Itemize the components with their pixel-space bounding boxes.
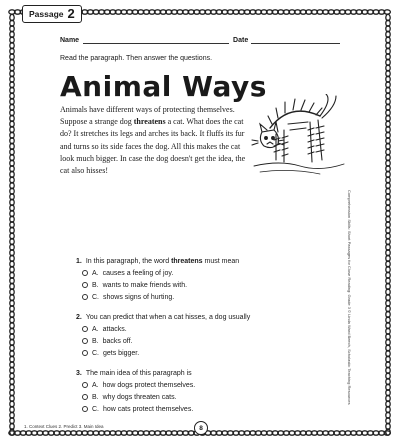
option-text: wants to make friends with. (102, 281, 188, 289)
date-label: Date (233, 37, 249, 44)
instructions: Read the paragraph. Then answer the questions. (60, 55, 213, 62)
radio-circle-icon[interactable] (82, 394, 88, 400)
radio-circle-icon[interactable] (82, 350, 88, 356)
answer-option-2a[interactable] (82, 325, 250, 333)
name-label: Name (60, 37, 80, 44)
question-number: 2. (76, 314, 82, 321)
question-number: 3. (76, 370, 82, 377)
option-text: causes a feeling of joy. (102, 269, 174, 277)
question-text: You can predict that when a cat hisses, a dog usually (85, 314, 251, 321)
question-2 (76, 314, 250, 361)
passage-number: 2 (67, 6, 75, 21)
answer-option-3c[interactable] (82, 405, 195, 413)
option-letter: C. (92, 405, 99, 413)
answer-option-1a[interactable] (82, 269, 239, 277)
option-letter: A. (92, 381, 99, 389)
option-text: gets bigger. (103, 349, 140, 357)
question-bold-word: threatens (171, 258, 203, 265)
skills-footer: 1. Context Clues 2. Predict 3. Main Idea (24, 424, 104, 429)
option-text: shows signs of hurting. (103, 293, 175, 301)
question-number: 1. (76, 258, 82, 265)
radio-circle-icon[interactable] (82, 282, 88, 288)
question-text-before: In this paragraph, the word (85, 258, 172, 265)
paragraph-bold-word: threatens (133, 117, 166, 127)
date-field[interactable] (251, 36, 340, 44)
question-text (86, 258, 239, 265)
option-letter: B. (92, 281, 99, 289)
option-letter: B. (92, 337, 99, 345)
answer-option-1b[interactable] (82, 281, 239, 289)
radio-circle-icon[interactable] (82, 294, 88, 300)
cat-illustration (250, 94, 348, 184)
option-text: backs off. (102, 337, 133, 345)
question-3 (76, 370, 195, 417)
answer-option-2b[interactable] (82, 337, 250, 345)
option-text: attacks. (102, 325, 127, 333)
side-credit: Comprehension Skills: Short Passages for Close Reading: Grade 3 © Linda Ward Beech, Scholastic Teaching Resources (347, 190, 352, 405)
paragraph-part-1: Animals have different ways of protecting themselves. Suppose a strange dog (60, 105, 235, 127)
option-text: why dogs threaten cats. (102, 393, 177, 401)
answer-option-1c[interactable] (82, 293, 239, 301)
question-text-after: must mean (202, 258, 240, 265)
radio-circle-icon[interactable] (82, 406, 88, 412)
question-1 (76, 258, 239, 305)
option-letter: A. (92, 269, 99, 277)
page-number: 8 (194, 421, 208, 435)
radio-circle-icon[interactable] (82, 382, 88, 388)
name-date-row (60, 36, 340, 44)
option-text: how dogs protect themselves. (102, 381, 196, 389)
passage-tab (22, 5, 82, 23)
answer-option-2c[interactable] (82, 349, 250, 357)
answer-option-3a[interactable] (82, 381, 195, 389)
radio-circle-icon[interactable] (82, 270, 88, 276)
passage-paragraph (60, 104, 246, 177)
radio-circle-icon[interactable] (82, 326, 88, 332)
option-letter: C. (92, 349, 99, 357)
paragraph-part-2: a cat. What does the cat do? It stretches its legs and arches its back. It fluffs its fur and turns so its side faces the dog. All this makes the cat look much bigger. In case the dog doesn't get the idea, the cat also hisses! (60, 117, 246, 176)
radio-circle-icon[interactable] (82, 338, 88, 344)
question-text: The main idea of this paragraph is (85, 370, 192, 377)
name-field[interactable] (83, 36, 229, 44)
option-letter: B. (92, 393, 99, 401)
passage-title: Animal Ways (60, 70, 267, 103)
passage-label: Passage (29, 9, 64, 19)
option-letter: C. (92, 293, 99, 301)
option-text: how cats protect themselves. (103, 405, 194, 413)
answer-option-3b[interactable] (82, 393, 195, 401)
option-letter: A. (92, 325, 99, 333)
